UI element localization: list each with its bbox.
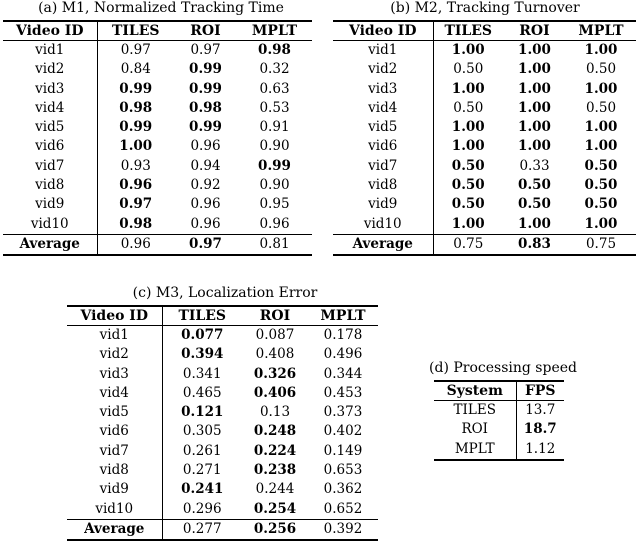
table-cell: 0.97 [190, 42, 221, 58]
table-cell: 0.50 [584, 177, 618, 194]
column-header: Video ID [67, 306, 162, 326]
table-row [3, 99, 312, 118]
table-row [67, 422, 378, 441]
table-cell: 0.254 [253, 500, 297, 517]
table-cell: 0.91 [259, 119, 290, 136]
row-label: vid9 [3, 195, 97, 214]
table-cell: 0.50 [518, 196, 551, 213]
row-label: vid10 [67, 500, 162, 520]
table-cell: 0.32 [259, 61, 290, 78]
table-cell: 0.362 [323, 481, 363, 498]
average-cell: 0.277 [182, 520, 222, 537]
table-row [3, 215, 312, 235]
table-cell: 0.50 [518, 177, 551, 194]
row-label: vid8 [3, 176, 97, 195]
table-cell: 0.99 [189, 80, 222, 97]
table-cell: 0.33 [519, 157, 550, 174]
table-cell: 1.00 [518, 61, 551, 78]
table-a-panel [0, 0, 322, 256]
table-cell: 0.92 [190, 177, 221, 194]
table-cell: 0.50 [584, 157, 618, 174]
table-d-caption: (d) Processing speed [429, 360, 577, 376]
table-cell: 0.305 [182, 423, 222, 440]
table-row [3, 80, 312, 99]
table-row [67, 384, 378, 403]
average-row [3, 234, 312, 255]
table-cell: 1.00 [518, 80, 551, 97]
row-label: vid3 [333, 80, 433, 99]
table-row [333, 60, 636, 79]
column-header: FPS [524, 383, 556, 399]
table-b [333, 20, 636, 256]
table-cell: 0.90 [259, 177, 290, 194]
table-row [67, 500, 378, 520]
average-cell: 0.75 [453, 235, 484, 252]
table-row [67, 326, 378, 346]
row-label: vid7 [67, 442, 162, 461]
column-header: MPLT [251, 23, 298, 39]
table-cell: 0.50 [453, 99, 484, 116]
table-row [333, 195, 636, 214]
row-label: TILES [434, 401, 516, 421]
average-label: Average [67, 519, 162, 540]
table-cell: 0.402 [323, 423, 363, 440]
table-c [67, 305, 378, 541]
table-row [67, 480, 378, 499]
row-label: vid5 [333, 118, 433, 137]
table-cell: 0.178 [323, 327, 363, 343]
table-cell: 1.00 [584, 119, 618, 136]
table-row [434, 420, 564, 439]
table-cell: 0.99 [189, 119, 222, 136]
table-cell: 13.7 [525, 402, 556, 418]
row-label: vid2 [333, 60, 433, 79]
table-row [3, 137, 312, 156]
row-label: MPLT [434, 440, 516, 460]
table-cell: 0.344 [323, 365, 363, 382]
table-b-panel [330, 0, 640, 256]
row-label: vid1 [3, 41, 97, 61]
table-cell: 0.50 [451, 157, 485, 174]
header-row [3, 21, 312, 41]
table-cell: 0.261 [182, 442, 222, 459]
table-row [67, 461, 378, 480]
row-label: vid4 [3, 99, 97, 118]
table-cell: 0.99 [119, 119, 153, 136]
table-cell: 0.96 [119, 177, 153, 194]
table-row [333, 176, 636, 195]
row-label: vid9 [333, 195, 433, 214]
table-cell: 0.84 [120, 61, 151, 78]
table-cell: 0.93 [120, 157, 151, 174]
table-cell: 0.121 [181, 404, 224, 421]
average-row [333, 234, 636, 255]
table-cell: 1.00 [451, 215, 485, 232]
table-cell: 0.408 [255, 346, 295, 363]
row-label: vid4 [333, 99, 433, 118]
row-label: vid3 [67, 365, 162, 384]
table-row [3, 195, 312, 214]
average-cell: 0.97 [189, 235, 222, 252]
table-cell: 0.406 [253, 384, 297, 401]
table-d [434, 380, 564, 461]
table-cell: 0.98 [189, 99, 222, 116]
table-cell: 0.53 [259, 99, 290, 116]
table-row [333, 80, 636, 99]
average-label: Average [333, 234, 433, 255]
row-label: vid8 [67, 461, 162, 480]
table-cell: 0.224 [253, 442, 297, 459]
table-cell: 0.248 [253, 423, 297, 440]
table-a-caption: (a) M1, Normalized Tracking Time [38, 0, 284, 16]
table-row [67, 365, 378, 384]
table-cell: 0.97 [119, 196, 153, 213]
column-header: TILES [111, 23, 160, 39]
table-row [3, 41, 312, 61]
table-row [333, 157, 636, 176]
row-label: vid10 [3, 215, 97, 235]
header-row [333, 21, 636, 41]
row-label: ROI [434, 420, 516, 439]
table-cell: 0.98 [119, 215, 153, 232]
column-header: ROI [519, 23, 550, 39]
average-cell: 0.392 [323, 520, 363, 537]
table-c-caption: (c) M3, Localization Error [132, 285, 318, 301]
table-cell: 0.98 [258, 42, 291, 58]
table-d-panel [418, 360, 588, 461]
table-cell: 0.453 [323, 384, 363, 401]
row-label: vid5 [3, 118, 97, 137]
table-row [333, 137, 636, 156]
header-row [434, 381, 564, 401]
column-header: Video ID [3, 21, 97, 41]
average-cell: 0.83 [518, 235, 551, 252]
row-label: vid10 [333, 215, 433, 235]
column-header: TILES [178, 308, 227, 324]
average-cell: 0.256 [253, 520, 297, 537]
table-cell: 1.00 [584, 42, 618, 58]
table-cell: 0.50 [585, 99, 617, 116]
column-header: ROI [259, 308, 291, 324]
table-c-panel [64, 285, 386, 541]
table-row [3, 118, 312, 137]
column-header: MPLT [578, 23, 624, 39]
table-cell: 1.00 [584, 138, 618, 155]
table-cell: 18.7 [523, 421, 557, 438]
table-row [3, 176, 312, 195]
table-a [3, 20, 312, 256]
column-header: ROI [190, 23, 221, 39]
table-cell: 0.465 [182, 384, 222, 401]
table-row [333, 118, 636, 137]
table-cell: 1.00 [451, 119, 485, 136]
column-header: MPLT [320, 308, 366, 324]
table-b-caption: (b) M2, Tracking Turnover [390, 0, 580, 16]
table-row [67, 345, 378, 364]
table-cell: 0.271 [182, 462, 222, 479]
average-cell: 0.75 [585, 235, 617, 252]
table-cell: 0.99 [258, 157, 291, 174]
table-cell: 0.99 [189, 61, 222, 78]
table-cell: 0.341 [182, 365, 222, 382]
table-cell: 0.087 [255, 327, 295, 343]
table-cell: 1.00 [584, 215, 618, 232]
table-cell: 0.96 [259, 215, 290, 232]
row-label: vid7 [3, 157, 97, 176]
row-label: vid3 [3, 80, 97, 99]
table-cell: 0.50 [451, 196, 485, 213]
table-cell: 1.00 [518, 119, 551, 136]
table-cell: 1.00 [584, 80, 618, 97]
column-header: Video ID [333, 21, 433, 41]
table-cell: 0.99 [119, 80, 153, 97]
table-cell: 0.98 [119, 99, 153, 116]
table-cell: 0.244 [255, 481, 295, 498]
row-label: vid6 [3, 137, 97, 156]
table-cell: 0.95 [259, 196, 290, 213]
average-cell: 0.96 [120, 235, 151, 252]
table-cell: 0.296 [182, 500, 222, 517]
column-header: System [434, 381, 516, 401]
header-row [67, 306, 378, 326]
table-cell: 0.653 [323, 462, 363, 479]
table-cell: 0.326 [253, 365, 297, 382]
table-cell: 0.149 [323, 442, 363, 459]
table-cell: 0.63 [259, 80, 290, 97]
table-row [434, 401, 564, 421]
table-cell: 0.96 [190, 138, 221, 155]
table-cell: 0.241 [181, 481, 224, 498]
table-cell: 1.00 [451, 80, 485, 97]
table-row [434, 440, 564, 460]
table-row [67, 403, 378, 422]
row-label: vid4 [67, 384, 162, 403]
table-cell: 0.94 [190, 157, 221, 174]
row-label: vid1 [333, 41, 433, 61]
row-label: vid2 [3, 60, 97, 79]
table-cell: 0.50 [451, 177, 485, 194]
average-cell: 0.81 [259, 235, 290, 252]
table-cell: 0.077 [181, 327, 224, 343]
table-cell: 0.96 [190, 196, 221, 213]
table-cell: 0.373 [323, 404, 363, 421]
table-cell: 0.50 [453, 61, 484, 78]
table-cell: 1.00 [518, 138, 551, 155]
table-cell: 1.00 [451, 138, 485, 155]
table-row [3, 60, 312, 79]
table-cell: 0.96 [190, 215, 221, 232]
average-label: Average [3, 234, 97, 255]
table-cell: 0.50 [584, 196, 618, 213]
table-cell: 0.394 [181, 346, 224, 363]
column-header: TILES [444, 23, 493, 39]
table-row [333, 99, 636, 118]
table-row [67, 442, 378, 461]
table-cell: 0.13 [259, 404, 291, 421]
table-cell: 1.00 [119, 138, 153, 155]
row-label: vid2 [67, 345, 162, 364]
table-cell: 0.652 [323, 500, 363, 517]
table-row [333, 215, 636, 235]
table-cell: 0.97 [120, 42, 151, 58]
row-label: vid5 [67, 403, 162, 422]
row-label: vid6 [333, 137, 433, 156]
table-cell: 1.00 [451, 42, 485, 58]
row-label: vid7 [333, 157, 433, 176]
row-label: vid9 [67, 480, 162, 499]
table-cell: 0.90 [259, 138, 290, 155]
table-cell: 0.238 [253, 462, 297, 479]
row-label: vid1 [67, 326, 162, 346]
table-cell: 0.496 [323, 346, 363, 363]
average-row [67, 519, 378, 540]
table-row [3, 157, 312, 176]
row-label: vid6 [67, 422, 162, 441]
table-row [333, 41, 636, 61]
table-cell: 1.00 [518, 42, 551, 58]
table-cell: 0.50 [585, 61, 617, 78]
row-label: vid8 [333, 176, 433, 195]
table-cell: 1.00 [518, 99, 551, 116]
table-cell: 1.00 [518, 215, 551, 232]
table-cell: 1.12 [525, 440, 556, 457]
